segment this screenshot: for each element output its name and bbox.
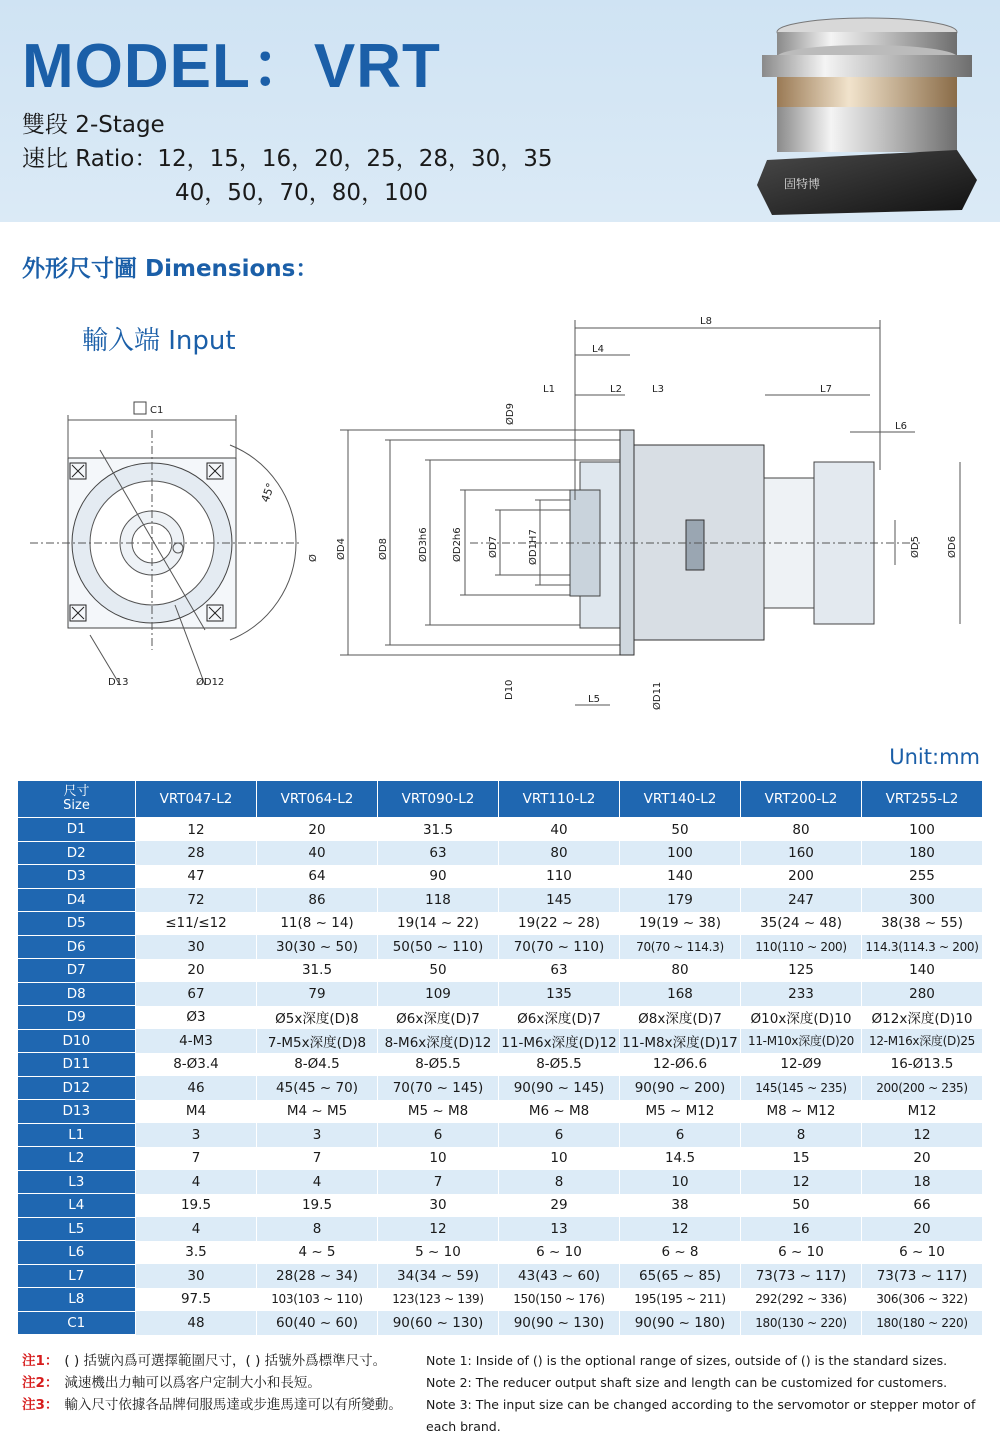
row-label: D11 (18, 1053, 136, 1077)
table-cell: 34(34 ~ 59) (378, 1264, 499, 1288)
table-cell: 306(306 ~ 322) (862, 1288, 983, 1312)
table-cell: 50(50 ~ 110) (378, 935, 499, 959)
label-d10: D10 (504, 679, 515, 700)
table-cell: 19(19 ~ 38) (620, 912, 741, 936)
table-cell: 12 (862, 1123, 983, 1147)
model-header: VRT047-L2 (136, 781, 257, 818)
table-cell: 70(70 ~ 110) (499, 935, 620, 959)
table-cell: 66 (862, 1194, 983, 1218)
table-cell: 145 (499, 888, 620, 912)
table-cell: 7-M5x深度(D)8 (257, 1029, 378, 1053)
note-text: 輸入尺寸依據各品牌伺服馬達或步進馬達可以有所變動。 (64, 1397, 402, 1413)
row-label: L3 (18, 1170, 136, 1194)
table-row (18, 1100, 983, 1124)
table-cell: 29 (499, 1194, 620, 1218)
note-en-3: Note 3: The input size can be changed according to the servomotor or stepper motor of each brand. (426, 1397, 976, 1434)
table-cell: 200(200 ~ 235) (862, 1076, 983, 1100)
table-cell: 135 (499, 982, 620, 1006)
table-row (18, 1170, 983, 1194)
table-cell: 6 ~ 10 (862, 1241, 983, 1265)
table-cell: Ø5x深度(D)8 (257, 1006, 378, 1030)
table-cell: 18 (862, 1170, 983, 1194)
table-cell: 97.5 (136, 1288, 257, 1312)
dimension-drawing (0, 300, 1000, 720)
table-cell: 80 (499, 841, 620, 865)
table-cell: 255 (862, 865, 983, 889)
table-cell: 12-Ø6.6 (620, 1053, 741, 1077)
table-cell: 3.5 (136, 1241, 257, 1265)
row-label: L2 (18, 1147, 136, 1171)
row-label: L4 (18, 1194, 136, 1218)
table-cell: 12-M16x深度(D)25 (862, 1029, 983, 1053)
table-cell: 90(90 ~ 180) (620, 1311, 741, 1335)
table-cell: ≤11/≤12 (136, 912, 257, 936)
table-cell: 7 (257, 1147, 378, 1171)
table-cell: 160 (741, 841, 862, 865)
table-cell: 70(70 ~ 145) (378, 1076, 499, 1100)
label-d12: ØD12 (196, 677, 225, 688)
table-cell: 179 (620, 888, 741, 912)
row-label: L6 (18, 1241, 136, 1265)
table-cell: 90 (378, 865, 499, 889)
table-cell: 79 (257, 982, 378, 1006)
table-cell: 12 (136, 818, 257, 842)
row-label: L5 (18, 1217, 136, 1241)
table-cell: 4 (136, 1217, 257, 1241)
unit-label: Unit:mm (889, 745, 980, 769)
table-cell: 5 ~ 10 (378, 1241, 499, 1265)
note-text: 減速機出力軸可以爲客户定制大小和長短。 (64, 1375, 321, 1391)
table-cell: Ø6x深度(D)7 (378, 1006, 499, 1030)
table-cell: 6 (499, 1123, 620, 1147)
row-label: C1 (18, 1311, 136, 1335)
table-cell: 38(38 ~ 55) (862, 912, 983, 936)
label-d13: D13 (108, 677, 129, 688)
table-cell: 7 (136, 1147, 257, 1171)
table-cell: 10 (378, 1147, 499, 1171)
table-cell: 11-M10x深度(D)20 (741, 1029, 862, 1053)
table-cell: 12-Ø9 (741, 1053, 862, 1077)
table-cell: 110 (499, 865, 620, 889)
label-l5: L5 (588, 694, 600, 705)
table-cell: 125 (741, 959, 862, 983)
table-cell: 12 (620, 1217, 741, 1241)
label-l7: L7 (820, 384, 832, 395)
table-cell: 292(292 ~ 336) (741, 1288, 862, 1312)
table-cell: 15 (741, 1147, 862, 1171)
table-row (18, 1264, 983, 1288)
table-cell: 20 (136, 959, 257, 983)
label-c1: C1 (150, 405, 164, 416)
table-row (18, 1147, 983, 1171)
table-row (18, 1053, 983, 1077)
table-cell: 7 (378, 1170, 499, 1194)
table-cell: 14.5 (620, 1147, 741, 1171)
table-cell: 35(24 ~ 48) (741, 912, 862, 936)
table-cell: 50 (741, 1194, 862, 1218)
table-cell: 6 (378, 1123, 499, 1147)
row-label: L1 (18, 1123, 136, 1147)
table-cell: 6 ~ 8 (620, 1241, 741, 1265)
row-label: D10 (18, 1029, 136, 1053)
table-cell: 150(150 ~ 176) (499, 1288, 620, 1312)
table-cell: 168 (620, 982, 741, 1006)
table-cell: 11(8 ~ 14) (257, 912, 378, 936)
note-cn-3 (22, 1394, 402, 1416)
table-cell: 19.5 (136, 1194, 257, 1218)
table-cell: 60(40 ~ 60) (257, 1311, 378, 1335)
row-label: D8 (18, 982, 136, 1006)
row-label: D5 (18, 912, 136, 936)
table-cell: 8-Ø4.5 (257, 1053, 378, 1077)
table-cell: 30(30 ~ 50) (257, 935, 378, 959)
table-cell: 280 (862, 982, 983, 1006)
table-cell: Ø8x深度(D)7 (620, 1006, 741, 1030)
table-cell: 30 (136, 935, 257, 959)
front-view (30, 415, 300, 685)
table-cell: 233 (741, 982, 862, 1006)
table-cell: 16-Ø13.5 (862, 1053, 983, 1077)
stage-text: 雙段 2-Stage (22, 112, 165, 138)
table-cell: 47 (136, 865, 257, 889)
table-cell: 30 (136, 1264, 257, 1288)
row-label: D6 (18, 935, 136, 959)
table-cell: 67 (136, 982, 257, 1006)
table-cell: 4 ~ 5 (257, 1241, 378, 1265)
table-cell: 86 (257, 888, 378, 912)
size-header-en: Size (63, 798, 90, 813)
table-cell: 90(90 ~ 200) (620, 1076, 741, 1100)
size-header-cn: 尺寸 (63, 784, 90, 799)
table-cell: 43(43 ~ 60) (499, 1264, 620, 1288)
table-row (18, 1311, 983, 1335)
table-cell: M4 ~ M5 (257, 1100, 378, 1124)
table-cell: 19(22 ~ 28) (499, 912, 620, 936)
table-row (18, 1241, 983, 1265)
table-cell: 64 (257, 865, 378, 889)
label-d9-left: Ø (308, 554, 319, 562)
model-header: VRT255-L2 (862, 781, 983, 818)
table-cell: 247 (741, 888, 862, 912)
table-cell: 45(45 ~ 70) (257, 1076, 378, 1100)
table-cell: 140 (862, 959, 983, 983)
table-cell: M4 (136, 1100, 257, 1124)
row-label: D7 (18, 959, 136, 983)
table-cell: M6 ~ M8 (499, 1100, 620, 1124)
table-row (18, 1029, 983, 1053)
table-cell: 20 (862, 1217, 983, 1241)
ratio-line-2: 40，50，70，80，100 (175, 180, 428, 206)
row-label: D4 (18, 888, 136, 912)
table-cell: 40 (499, 818, 620, 842)
note-cn-2 (22, 1372, 402, 1394)
table-cell: 145(145 ~ 235) (741, 1076, 862, 1100)
row-label: D12 (18, 1076, 136, 1100)
label-l1: L1 (543, 384, 555, 395)
table-cell: 28(28 ~ 34) (257, 1264, 378, 1288)
table-cell: Ø3 (136, 1006, 257, 1030)
table-cell: M5 ~ M8 (378, 1100, 499, 1124)
label-l8: L8 (700, 316, 712, 327)
table-cell: 4 (257, 1170, 378, 1194)
table-row (18, 1123, 983, 1147)
table-cell: 12 (741, 1170, 862, 1194)
table-cell: 19.5 (257, 1194, 378, 1218)
table-cell: 100 (862, 818, 983, 842)
table-cell: 20 (257, 818, 378, 842)
table-cell: 200 (741, 865, 862, 889)
ratio-line-1: 速比 Ratio：12，15，16，20，25，28，30，35 (22, 146, 553, 172)
table-cell: 6 ~ 10 (741, 1241, 862, 1265)
table-cell: 13 (499, 1217, 620, 1241)
table-cell: 110(110 ~ 200) (741, 935, 862, 959)
table-cell: 100 (620, 841, 741, 865)
table-cell: 63 (378, 841, 499, 865)
table-row (18, 959, 983, 983)
table-cell: 180(180 ~ 220) (862, 1311, 983, 1335)
table-cell: 3 (257, 1123, 378, 1147)
table-cell: 70(70 ~ 114.3) (620, 935, 741, 959)
table-cell: 80 (620, 959, 741, 983)
table-cell: 300 (862, 888, 983, 912)
table-row (18, 818, 983, 842)
notes-english (426, 1350, 1000, 1438)
table-cell: 63 (499, 959, 620, 983)
table-cell: 8-Ø3.4 (136, 1053, 257, 1077)
table-cell: 6 (620, 1123, 741, 1147)
label-l2: L2 (610, 384, 622, 395)
product-photo (752, 10, 982, 215)
table-cell: 72 (136, 888, 257, 912)
product-logo-text: 固特博 (784, 177, 821, 191)
table-cell: 140 (620, 865, 741, 889)
table-cell: 6 ~ 10 (499, 1241, 620, 1265)
table-cell: 118 (378, 888, 499, 912)
row-label: D3 (18, 865, 136, 889)
label-d4: ØD4 (336, 538, 347, 560)
input-title: 輸入端 Input (82, 326, 236, 356)
table-cell: 114.3(114.3 ~ 200) (862, 935, 983, 959)
model-header: VRT064-L2 (257, 781, 378, 818)
table-cell: 8 (741, 1123, 862, 1147)
table-cell: 80 (741, 818, 862, 842)
table-cell: 90(60 ~ 130) (378, 1311, 499, 1335)
table-cell: 12 (378, 1217, 499, 1241)
table-header-row (18, 781, 983, 818)
model-header: VRT200-L2 (741, 781, 862, 818)
table-cell: 73(73 ~ 117) (862, 1264, 983, 1288)
table-cell: 90(90 ~ 130) (499, 1311, 620, 1335)
model-header: VRT110-L2 (499, 781, 620, 818)
spec-table (17, 780, 983, 1335)
note-en-2: Note 2: The reducer output shaft size and length can be customized for customers. (426, 1375, 948, 1390)
table-cell: 46 (136, 1076, 257, 1100)
note-cn-1 (22, 1350, 402, 1372)
table-cell: 4 (136, 1170, 257, 1194)
label-d1: ØD1H7 (528, 529, 539, 565)
table-cell: 8-Ø5.5 (378, 1053, 499, 1077)
table-row (18, 841, 983, 865)
model-header: VRT090-L2 (378, 781, 499, 818)
table-cell: 48 (136, 1311, 257, 1335)
row-label: L7 (18, 1264, 136, 1288)
table-cell: 8 (257, 1217, 378, 1241)
table-cell: Ø6x深度(D)7 (499, 1006, 620, 1030)
label-d8: ØD8 (378, 538, 389, 560)
label-d9: ØD9 (505, 403, 516, 425)
notes-chinese (22, 1350, 402, 1416)
table-cell: M8 ~ M12 (741, 1100, 862, 1124)
table-cell: 123(123 ~ 139) (378, 1288, 499, 1312)
table-cell: 50 (620, 818, 741, 842)
table-row (18, 912, 983, 936)
model-header: VRT140-L2 (620, 781, 741, 818)
row-label: D1 (18, 818, 136, 842)
label-d6: ØD6 (947, 536, 958, 558)
table-cell: 31.5 (378, 818, 499, 842)
label-l3: L3 (652, 384, 664, 395)
label-l4: L4 (592, 344, 604, 355)
table-cell: 103(103 ~ 110) (257, 1288, 378, 1312)
table-cell: 180(130 ~ 220) (741, 1311, 862, 1335)
note-en-1: Note 1: Inside of () is the optional range of sizes, outside of () is the standard sizes. (426, 1353, 948, 1368)
table-cell: 109 (378, 982, 499, 1006)
table-cell: 30 (378, 1194, 499, 1218)
header-banner (0, 0, 1000, 222)
table-cell: M5 ~ M12 (620, 1100, 741, 1124)
table-row (18, 865, 983, 889)
table-row (18, 1288, 983, 1312)
table-cell: 73(73 ~ 117) (741, 1264, 862, 1288)
label-l6: L6 (895, 421, 907, 432)
side-view (340, 320, 960, 705)
table-cell: 195(195 ~ 211) (620, 1288, 741, 1312)
table-row (18, 1006, 983, 1030)
table-cell: 10 (499, 1147, 620, 1171)
table-row (18, 888, 983, 912)
table-cell: 90(90 ~ 145) (499, 1076, 620, 1100)
row-label: L8 (18, 1288, 136, 1312)
row-label: D13 (18, 1100, 136, 1124)
model-title: MODEL：VRT (22, 32, 441, 101)
table-cell: Ø12x深度(D)10 (862, 1006, 983, 1030)
label-d2: ØD2h6 (452, 527, 463, 562)
table-cell: 65(65 ~ 85) (620, 1264, 741, 1288)
table-row (18, 935, 983, 959)
label-d5: ØD5 (910, 536, 921, 558)
label-d7: ØD7 (488, 536, 499, 558)
table-cell: 10 (620, 1170, 741, 1194)
table-cell: 28 (136, 841, 257, 865)
dimensions-title: 外形尺寸圖 Dimensions： (22, 256, 319, 282)
table-cell: 3 (136, 1123, 257, 1147)
table-row (18, 1194, 983, 1218)
label-d3: ØD3h6 (418, 527, 429, 562)
table-cell: 38 (620, 1194, 741, 1218)
table-cell: 4-M3 (136, 1029, 257, 1053)
table-cell: 19(14 ~ 22) (378, 912, 499, 936)
size-header (18, 781, 136, 818)
table-cell: 8-M6x深度(D)12 (378, 1029, 499, 1053)
table-row (18, 1217, 983, 1241)
row-label: D2 (18, 841, 136, 865)
table-cell: 8-Ø5.5 (499, 1053, 620, 1077)
table-cell: 50 (378, 959, 499, 983)
label-angle: 45° (258, 481, 278, 505)
note-key: 注1： (22, 1353, 59, 1369)
table-cell: 16 (741, 1217, 862, 1241)
table-cell: Ø10x深度(D)10 (741, 1006, 862, 1030)
table-cell: 40 (257, 841, 378, 865)
table-cell: 11-M8x深度(D)17 (620, 1029, 741, 1053)
table-cell: M12 (862, 1100, 983, 1124)
label-d11: ØD11 (652, 681, 663, 710)
table-cell: 180 (862, 841, 983, 865)
table-row (18, 982, 983, 1006)
table-row (18, 1076, 983, 1100)
table-cell: 11-M6x深度(D)12 (499, 1029, 620, 1053)
row-label: D9 (18, 1006, 136, 1030)
note-key: 注3： (22, 1397, 59, 1413)
table-cell: 20 (862, 1147, 983, 1171)
note-key: 注2： (22, 1375, 59, 1391)
table-cell: 8 (499, 1170, 620, 1194)
table-cell: 31.5 (257, 959, 378, 983)
note-text: ( ) 括號內爲可選擇範圍尺寸，( ) 括號外爲標準尺寸。 (64, 1353, 387, 1369)
